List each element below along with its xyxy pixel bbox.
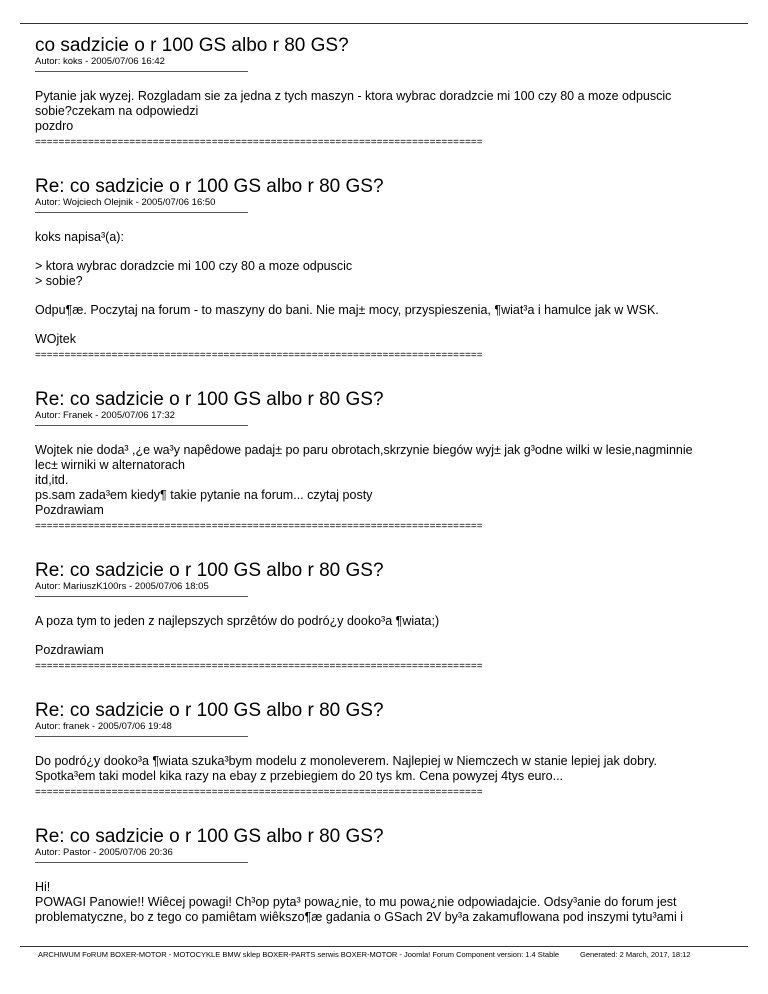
post-separator: ============================================================================ xyxy=(35,521,483,532)
post-paragraph: > ktora wybrac doradzcie mi 100 czy 80 a moze odpuscic > sobie? xyxy=(35,259,353,288)
post-author-meta: Autor: Franek - 2005/07/06 17:32 xyxy=(35,410,175,421)
post-separator: ============================================================================ xyxy=(35,350,483,361)
forum-post xyxy=(35,560,725,672)
meta-divider xyxy=(35,212,248,213)
post-paragraph: Do podró¿y dooko³a ¶wiata szuka³bym modelu z monoleverem. Najlepiej w Niemczech w stanie lepiej jak dobry. Spotka³em taki model kika razy na ebay z przebiegiem do 20 tys km. Cena powyzej 4tys euro... xyxy=(35,754,658,783)
page-top-rule xyxy=(20,23,748,24)
post-body xyxy=(35,754,725,784)
post-paragraph: Odpu¶æ. Poczytaj na forum - to maszyny do bani. Nie maj± mocy, przyspieszenia, ¶wiat³a i hamulce jak w WSK. xyxy=(35,303,659,317)
meta-divider xyxy=(35,71,248,72)
post-body xyxy=(35,880,725,925)
post-paragraph: WOjtek xyxy=(35,332,76,346)
post-paragraph: Pozdrawiam xyxy=(35,643,104,657)
page-footer-rule xyxy=(20,946,748,947)
meta-divider xyxy=(35,862,248,863)
post-separator: ============================================================================ xyxy=(35,787,483,798)
post-title: Re: co sadzicie o r 100 GS albo r 80 GS? xyxy=(35,560,384,581)
meta-divider xyxy=(35,736,248,737)
forum-post xyxy=(35,389,725,532)
forum-post xyxy=(35,35,725,148)
forum-post xyxy=(35,700,725,798)
post-paragraph: koks napisa³(a): xyxy=(35,230,124,244)
forum-thread xyxy=(35,35,725,925)
post-title: Re: co sadzicie o r 100 GS albo r 80 GS? xyxy=(35,826,384,847)
post-title: co sadzicie o r 100 GS albo r 80 GS? xyxy=(35,35,349,56)
post-body xyxy=(35,89,725,134)
post-author-meta: Autor: MariuszK100rs - 2005/07/06 18:05 xyxy=(35,581,209,592)
post-body xyxy=(35,230,725,347)
post-title: Re: co sadzicie o r 100 GS albo r 80 GS? xyxy=(35,176,384,197)
meta-divider xyxy=(35,596,248,597)
forum-post xyxy=(35,176,725,361)
post-paragraph: Wojtek nie doda³ ,¿e wa³y napêdowe padaj± po paru obrotach,skrzynie biegów wyj± jak g³odne wilki w lesie,nagminnie lec± wirniki w alternatorach itd,itd. ps.sam zada³em kiedy¶ takie pytanie na forum... czytaj posty Pozdrawiam xyxy=(35,443,693,517)
post-author-meta: Autor: Wojciech Olejnik - 2005/07/06 16:50 xyxy=(35,197,216,208)
post-paragraph: Pytanie jak wyzej. Rozgladam sie za jedna z tych maszyn - ktora wybrac doradzcie mi 100 czy 80 a moze odpuscic sobie?czekam na odpowiedzi pozdro xyxy=(35,89,672,133)
forum-post xyxy=(35,826,725,925)
meta-divider xyxy=(35,425,248,426)
post-paragraph: Hi! POWAGI Panowie!! Wiêcej powagi! Ch³op pyta³ powa¿nie, to mu powa¿nie odpowiadajcie. Odsy³anie do forum jest problematyczne, bo z tego co pamiêtam wiêkszo¶æ gadania o GSach 2V by³a zakamuflowana pod inszymi tytu³ami i xyxy=(35,880,683,924)
post-title: Re: co sadzicie o r 100 GS albo r 80 GS? xyxy=(35,700,384,721)
post-title: Re: co sadzicie o r 100 GS albo r 80 GS? xyxy=(35,389,384,410)
footer-generated: Generated: 2 March, 2017, 18:12 xyxy=(580,950,691,959)
post-author-meta: Autor: franek - 2005/07/06 19:48 xyxy=(35,721,172,732)
post-body xyxy=(35,443,725,518)
post-author-meta: Autor: Pastor - 2005/07/06 20:36 xyxy=(35,847,173,858)
post-author-meta: Autor: koks - 2005/07/06 16:42 xyxy=(35,56,165,67)
post-separator: ============================================================================ xyxy=(35,661,483,672)
post-paragraph: A poza tym to jeden z najlepszych sprzêtów do podró¿y dooko³a ¶wiata;) xyxy=(35,614,440,628)
post-body xyxy=(35,614,725,658)
post-separator: ============================================================================ xyxy=(35,137,483,148)
footer-source: ARCHIWUM FoRUM BOXER-MOTOR - MOTOCYKLE BMW sklep BOXER-PARTS serwis BOXER-MOTOR - Joomla! Forum Component version: 1.4 Stable xyxy=(38,950,560,959)
